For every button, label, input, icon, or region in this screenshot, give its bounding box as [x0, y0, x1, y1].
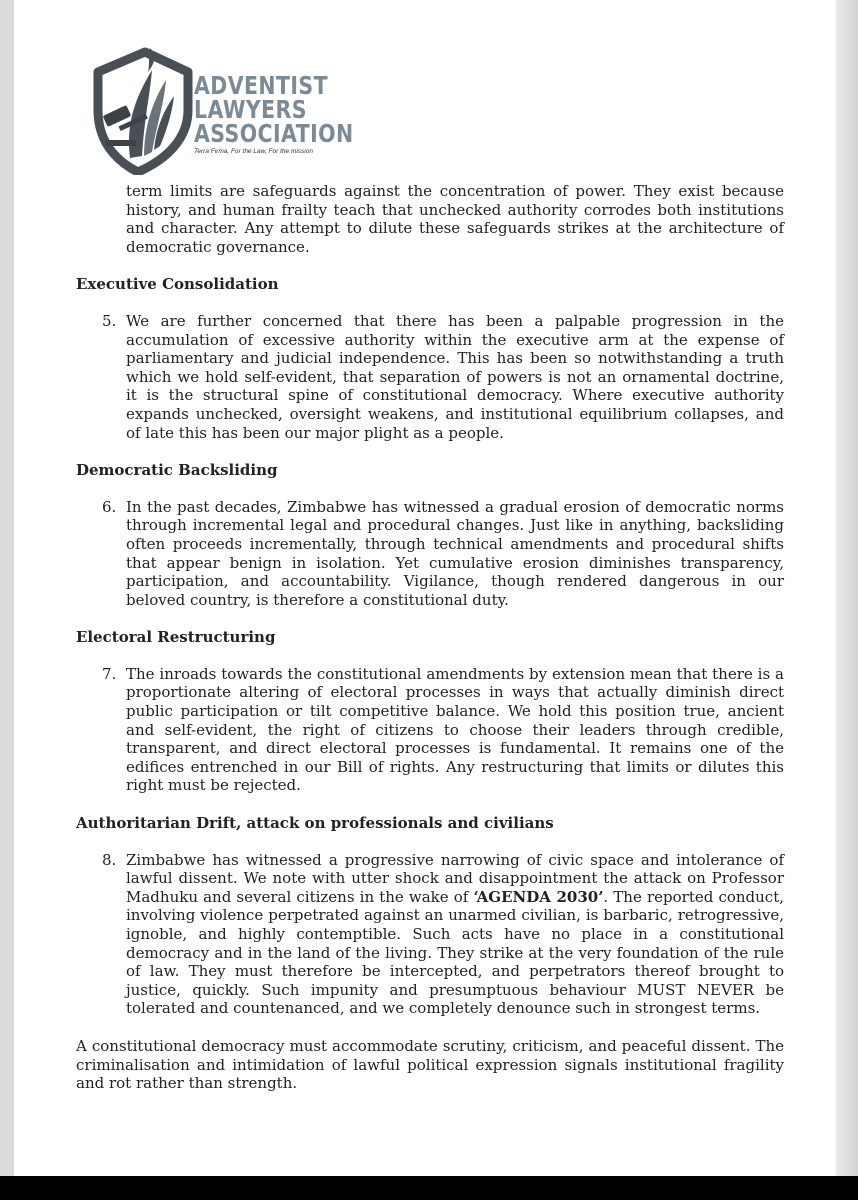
page-frame-right	[836, 0, 858, 1200]
item-number: 8.	[102, 850, 117, 869]
section-heading-authoritarian: Authoritarian Drift, attack on professionals and civilians	[76, 814, 554, 833]
section-heading-democratic: Democratic Backsliding	[76, 461, 278, 480]
section-heading-electoral: Electoral Restructuring	[76, 628, 276, 647]
shield-gavel-icon	[90, 40, 200, 175]
item-text-part: . The reported conduct, involving violence perpetrated against an unarmed civilian, is barbaric, retrogressive, ignoble, and highly contemptible. Such acts have no place in a constitutional democracy and in the land of the living. They strike at the very foundation of the rule of law. They must therefore be intercepted, and perpetrators thereof brought to justice, quickly. Such impunity and presumptuous behaviour MUST NEVER be tolerated and countenanced, and we completely denounce such in strongest terms.	[126, 887, 784, 1018]
item-number: 7.	[102, 664, 117, 683]
item-text: The inroads towards the constitutional amendments by extension mean that there is a proportionate altering of electoral processes in ways that actually diminish direct public participation or tilt competitive balance. We hold this position true, ancient and self-evident, the right of citizens to choose their leaders through credible, transparent, and direct electoral processes is fundamental. It remains one of the edifices entrenched in our Bill of rights. Any restructuring that limits or dilutes this right must be rejected.	[126, 664, 784, 795]
item-text-part: Zimbabwe has witnessed a progressive narrowing of civic space and intolerance of lawful dissent. We note with utter shock and disappointment the attack on Professor Madhuku and several citizens in the wake of	[126, 850, 784, 906]
numbered-item-7	[76, 665, 784, 795]
agenda-emphasis: ‘AGENDA 2030’	[473, 887, 604, 906]
item-text	[126, 851, 784, 1018]
section-heading-executive: Executive Consolidation	[76, 275, 279, 294]
logo-wordmark	[194, 71, 354, 148]
association-logo	[90, 40, 354, 175]
numbered-item-6	[76, 498, 784, 610]
document-body	[76, 182, 784, 1093]
item-number: 5.	[102, 311, 117, 330]
page-frame-bottom	[0, 1176, 858, 1200]
logo-line-1: ADVENTIST	[194, 71, 328, 100]
intro-paragraph: term limits are safeguards against the concentration of power. They exist because history, and human frailty teach that unchecked authority corrodes both institutions and character. Any attempt to dilute these safeguards strikes at the architecture of democratic governance.	[126, 182, 784, 256]
logo-line-2: LAWYERS	[194, 95, 307, 124]
item-text: In the past decades, Zimbabwe has witnessed a gradual erosion of democratic norms through incremental legal and procedural changes. Just like in anything, backsliding often proceeds incrementally, through technical amendments and procedural shifts that appear benign in isolation. Yet cumulative erosion diminishes transparency, participation, and accountability. Vigilance, though rendered dangerous in our beloved country, is therefore a constitutional duty.	[126, 497, 784, 609]
page-frame-left	[0, 0, 14, 1200]
closing-paragraph: A constitutional democracy must accommodate scrutiny, criticism, and peaceful dissent. The criminalisation and intimidation of lawful political expression signals institutional fragility and rot rather than strength.	[76, 1036, 784, 1093]
logo-tagline: Terra Firma, For the Law, For the mission	[194, 148, 313, 155]
numbered-item-8	[76, 851, 784, 1018]
item-text: We are further concerned that there has been a palpable progression in the accumulation of excessive authority within the executive arm at the expense of parliamentary and judicial independence. This has been so notwithstanding a truth which we hold self-evident, that separation of powers is not an ornamental doctrine, it is the structural spine of constitutional democracy. Where executive authority expands unchecked, oversight weakens, and institutional equilibrium collapses, and of late this has been our major plight as a people.	[126, 311, 784, 442]
logo-line-3: ASSOCIATION	[194, 119, 354, 148]
item-number: 6.	[102, 497, 117, 516]
numbered-item-5	[76, 312, 784, 442]
document-page	[14, 0, 836, 1176]
